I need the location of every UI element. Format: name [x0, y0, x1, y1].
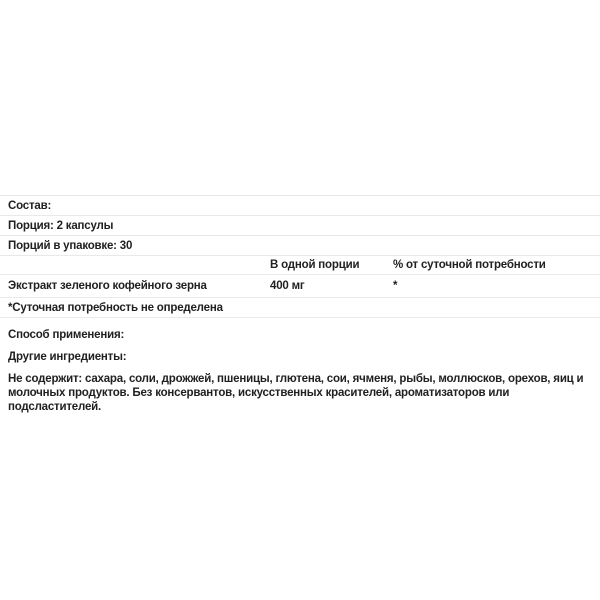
- facts-header-daily-value: % от суточной потребности: [393, 259, 546, 271]
- serving-size-row: [0, 215, 600, 235]
- other-ingredients-heading: Другие ингредиенты:: [8, 351, 127, 363]
- footnote-text: *Суточная потребность не определена: [8, 301, 223, 314]
- usage-heading: Способ применения:: [8, 329, 125, 341]
- composition-row: [0, 195, 600, 215]
- facts-table-footnote: [0, 297, 600, 318]
- servings-per-container-label: Порций в упаковке: 30: [8, 239, 133, 252]
- serving-size-label: Порция: 2 капсулы: [8, 219, 114, 232]
- composition-label: Состав:: [8, 199, 52, 212]
- facts-table-header: [0, 255, 600, 274]
- facts-header-per-serving: В одной порции: [270, 259, 360, 271]
- ingredient-amount: 400 мг: [270, 280, 305, 292]
- servings-per-container-row: [0, 235, 600, 255]
- facts-table-row: [0, 274, 600, 297]
- ingredient-name: Экстракт зеленого кофейного зерна: [8, 280, 207, 292]
- allergen-disclaimer: Не содержит: сахара, соли, дрожжей, пшеницы, глютена, сои, ячменя, рыбы, моллюсков, орехов, яиц и молочных продуктов. Без консервантов, искусственных красителей, ароматизаторов или подсластителей.: [8, 373, 584, 413]
- ingredient-daily-value: *: [393, 280, 398, 292]
